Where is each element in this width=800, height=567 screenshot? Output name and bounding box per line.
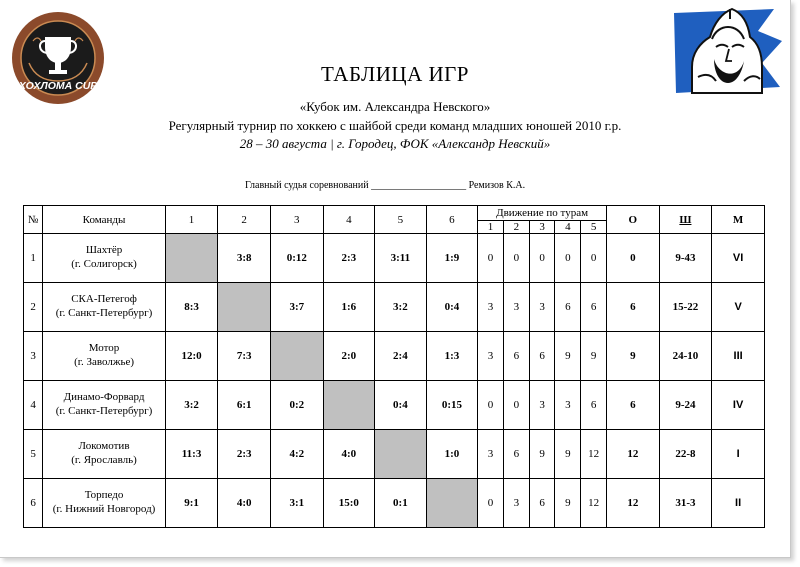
round-points-cell: 6: [529, 479, 555, 528]
page-title: ТАБЛИЦА ИГР: [321, 62, 469, 86]
points-cell: 12: [607, 430, 660, 479]
team-name: Мотор: [88, 342, 120, 355]
header-col-1: 1: [165, 206, 218, 234]
row-number: 3: [24, 332, 43, 381]
round-points-cell: 3: [503, 479, 529, 528]
score-cell: 6:1: [218, 381, 271, 430]
row-number: 6: [24, 479, 43, 528]
round-points-cell: 6: [529, 332, 555, 381]
round-points-cell: 3: [529, 381, 555, 430]
team-cell: [43, 479, 165, 528]
round-points-cell: 6: [503, 332, 529, 381]
team-city: (г. Санкт-Петербург): [55, 307, 153, 319]
place-cell: I: [712, 430, 765, 479]
round-points-cell: 9: [581, 332, 607, 381]
score-cell: 12:0: [165, 332, 218, 381]
round-points-cell: 0: [478, 381, 504, 430]
score-cell: 7:3: [218, 332, 271, 381]
header-col-5: 5: [375, 206, 427, 234]
goals-cell: 15-22: [659, 283, 712, 332]
score-cell: 9:1: [165, 479, 218, 528]
score-cell: 0:2: [270, 381, 323, 430]
score-cell: 2:3: [218, 430, 271, 479]
team-name: Локомотив: [78, 440, 130, 453]
round-points-cell: 0: [555, 234, 581, 283]
table-row: [24, 381, 765, 430]
table-row: [24, 283, 765, 332]
logo-left-text: ХОХЛОМА CUP: [18, 80, 98, 92]
team-city: (г. Заволжье): [74, 356, 135, 368]
round-points-cell: 12: [581, 479, 607, 528]
goals-cell: 31-3: [659, 479, 712, 528]
score-cell: 4:0: [323, 430, 375, 479]
team-cell: [43, 332, 165, 381]
header-col-3: 3: [270, 206, 323, 234]
round-points-cell: 3: [478, 283, 504, 332]
team-city: (г. Ярославль): [71, 454, 137, 466]
score-cell: 0:1: [375, 479, 427, 528]
round-points-cell: 0: [503, 381, 529, 430]
table-row: [24, 234, 765, 283]
round-points-cell: 0: [478, 479, 504, 528]
team-city: (г. Санкт-Петербург): [55, 405, 153, 417]
round-points-cell: 9: [555, 430, 581, 479]
row-number: 1: [24, 234, 43, 283]
goals-cell: 9-43: [659, 234, 712, 283]
points-cell: 0: [607, 234, 660, 283]
header-points: О: [607, 206, 660, 234]
score-cell: 1:6: [323, 283, 375, 332]
score-cell: 4:2: [270, 430, 323, 479]
points-cell: 12: [607, 479, 660, 528]
score-cell: 3:2: [375, 283, 427, 332]
round-points-cell: 9: [555, 479, 581, 528]
goals-cell: 22-8: [659, 430, 712, 479]
score-cell: 1:9: [426, 234, 478, 283]
self-match-cell: [323, 381, 375, 430]
place-cell: II: [712, 479, 765, 528]
self-match-cell: [165, 234, 218, 283]
score-cell: 0:4: [426, 283, 478, 332]
score-cell: 3:1: [270, 479, 323, 528]
table-row: [24, 430, 765, 479]
goals-cell: 9-24: [659, 381, 712, 430]
round-points-cell: 6: [581, 381, 607, 430]
team-name: СКА-Петегоф: [71, 293, 137, 306]
self-match-cell: [375, 430, 427, 479]
team-name: Торпедо: [84, 489, 124, 502]
score-cell: 2:4: [375, 332, 427, 381]
score-cell: 1:3: [426, 332, 478, 381]
score-cell: 15:0: [323, 479, 375, 528]
score-cell: 2:0: [323, 332, 375, 381]
header-num: №: [24, 206, 43, 234]
round-points-cell: 6: [581, 283, 607, 332]
score-cell: 3:2: [165, 381, 218, 430]
header-goals: Ш: [659, 206, 712, 234]
header-rounds-title: Движение по турам: [478, 206, 607, 221]
score-cell: 3:11: [375, 234, 427, 283]
header-round-4: 4: [555, 221, 581, 234]
khokhloma-cup-logo: [11, 11, 105, 105]
subtitle-tournament: Регулярный турнир по хоккею с шайбой среди команд младших юношей 2010 г.р.: [168, 118, 622, 133]
header-teams: Команды: [43, 206, 165, 234]
score-cell: 3:8: [218, 234, 271, 283]
round-points-cell: 0: [478, 234, 504, 283]
header-col-2: 2: [218, 206, 271, 234]
chief-judge-line: [245, 180, 525, 191]
header-round-3: 3: [529, 221, 555, 234]
judge-label: Главный судья соревнований: [245, 180, 369, 191]
place-cell: IV: [712, 381, 765, 430]
games-table: [23, 205, 765, 528]
score-cell: 4:0: [218, 479, 271, 528]
round-points-cell: 6: [555, 283, 581, 332]
place-cell: V: [712, 283, 765, 332]
team-name: Динамо-Форвард: [63, 391, 145, 404]
points-cell: 6: [607, 381, 660, 430]
header-round-5: 5: [581, 221, 607, 234]
place-cell: VI: [712, 234, 765, 283]
score-cell: 3:7: [270, 283, 323, 332]
score-cell: 0:4: [375, 381, 427, 430]
round-points-cell: 6: [503, 430, 529, 479]
round-points-cell: 9: [529, 430, 555, 479]
header-round-1: 1: [478, 221, 504, 234]
goals-cell: 24-10: [659, 332, 712, 381]
round-points-cell: 0: [529, 234, 555, 283]
score-cell: 2:3: [323, 234, 375, 283]
header-round-2: 2: [503, 221, 529, 234]
score-cell: 1:0: [426, 430, 478, 479]
round-points-cell: 0: [503, 234, 529, 283]
subtitle-place: 28 – 30 августа | г. Городец, ФОК «Александр Невский»: [239, 136, 551, 151]
points-cell: 9: [607, 332, 660, 381]
self-match-cell: [426, 479, 478, 528]
score-cell: 11:3: [165, 430, 218, 479]
team-cell: [43, 381, 165, 430]
judge-name: Ремизов К.А.: [468, 180, 526, 191]
score-cell: 8:3: [165, 283, 218, 332]
team-cell: [43, 234, 165, 283]
round-points-cell: 3: [478, 332, 504, 381]
team-cell: [43, 430, 165, 479]
round-points-cell: 0: [581, 234, 607, 283]
score-cell: 0:12: [270, 234, 323, 283]
row-number: 2: [24, 283, 43, 332]
row-number: 4: [24, 381, 43, 430]
header-place: М: [712, 206, 765, 234]
header-row: [24, 206, 765, 221]
team-name: Шахтёр: [85, 244, 123, 257]
team-city: (г. Нижний Новгород): [52, 503, 156, 515]
round-points-cell: 3: [478, 430, 504, 479]
place-cell: III: [712, 332, 765, 381]
score-cell: 0:15: [426, 381, 478, 430]
round-points-cell: 9: [555, 332, 581, 381]
table-row: [24, 332, 765, 381]
subtitle-cup: «Кубок им. Александра Невского»: [299, 99, 491, 114]
judge-blank: ___________________: [371, 180, 467, 191]
self-match-cell: [270, 332, 323, 381]
round-points-cell: 3: [555, 381, 581, 430]
round-points-cell: 3: [529, 283, 555, 332]
team-cell: [43, 283, 165, 332]
round-points-cell: 3: [503, 283, 529, 332]
table-row: [24, 479, 765, 528]
header-col-4: 4: [323, 206, 375, 234]
self-match-cell: [218, 283, 271, 332]
header-col-6: 6: [426, 206, 478, 234]
round-points-cell: 12: [581, 430, 607, 479]
team-city: (г. Солигорск): [71, 258, 137, 270]
row-number: 5: [24, 430, 43, 479]
points-cell: 6: [607, 283, 660, 332]
